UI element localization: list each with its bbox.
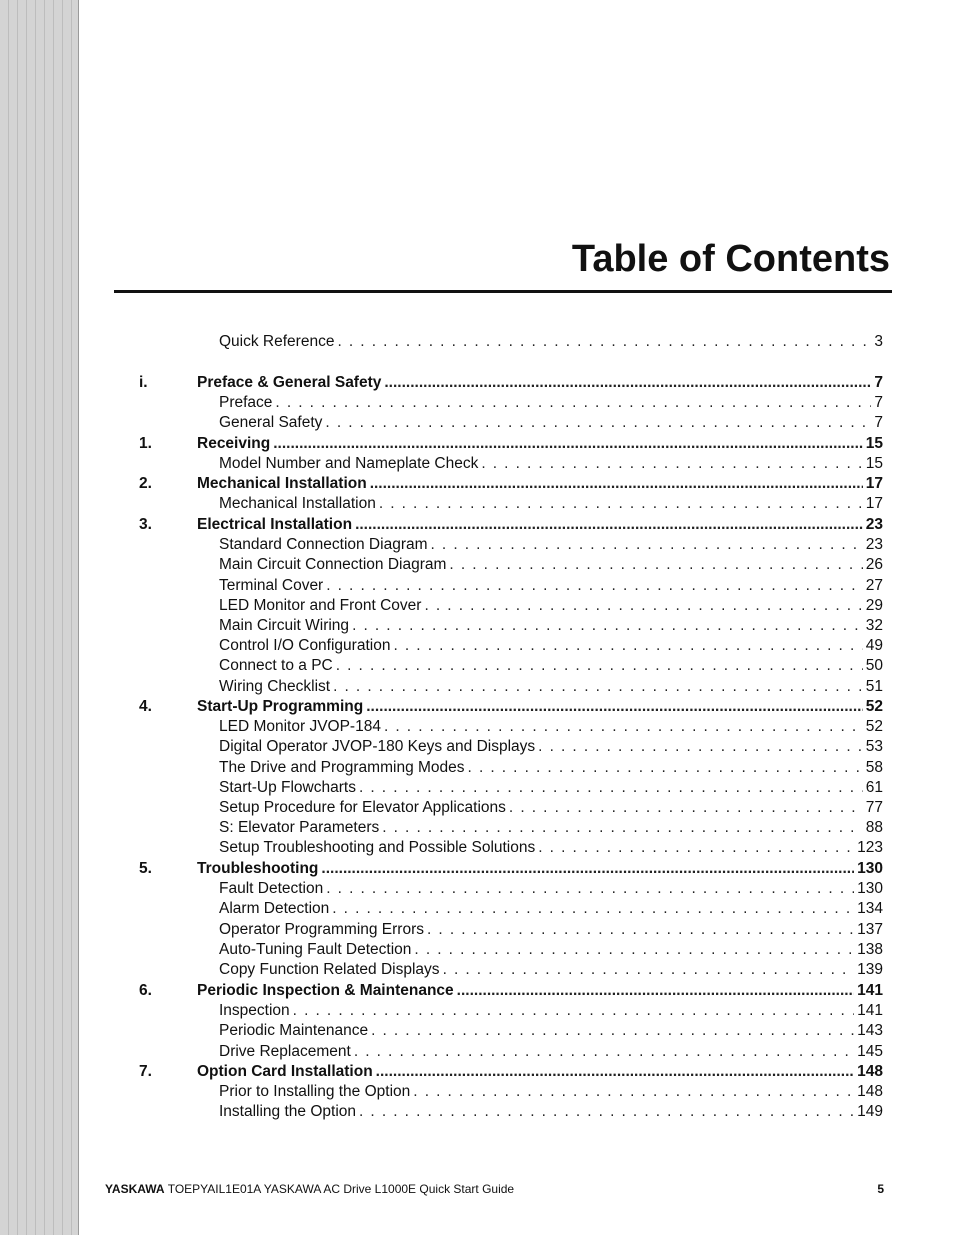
- toc-section-title: Auto-Tuning Fault Detection: [219, 940, 412, 958]
- toc-section-title: Standard Connection Diagram: [219, 536, 428, 554]
- dot-leader: [337, 332, 871, 352]
- toc-page-number: 32: [865, 617, 883, 634]
- toc-chapter-number: i.: [139, 374, 148, 391]
- toc-page-number: 15: [865, 455, 883, 473]
- page-footer: [105, 1182, 884, 1196]
- footer-text: [105, 1182, 514, 1196]
- dot-leader: [325, 413, 871, 433]
- toc-page-number: 130: [857, 860, 883, 877]
- toc-section-title: Operator Programming Errors: [219, 920, 425, 938]
- dot-leader: [359, 1102, 854, 1122]
- toc-chapter-entry[interactable]: [197, 515, 883, 535]
- toc-section-entry[interactable]: [219, 596, 883, 616]
- toc-chapter-title: Preface & General Safety: [197, 374, 382, 391]
- toc-section-title: Setup Troubleshooting and Possible Solutions: [219, 839, 536, 857]
- toc-section-title: Model Number and Nameplate Check: [219, 455, 479, 473]
- dot-leader: [332, 899, 854, 919]
- toc-section-title: Start-Up Flowcharts: [219, 778, 356, 796]
- dot-leader: [457, 981, 854, 1001]
- toc-section-title: Preface: [219, 394, 273, 412]
- toc-section-title: Digital Operator JVOP-180 Keys and Displays: [219, 738, 536, 756]
- dot-leader: [509, 798, 863, 818]
- toc-section-entry[interactable]: [219, 656, 883, 676]
- toc-page-number: 88: [865, 819, 883, 837]
- dot-leader: [384, 373, 871, 393]
- toc-section-entry[interactable]: [219, 778, 883, 798]
- toc-section-title: LED Monitor JVOP-184: [219, 718, 381, 736]
- toc-section-entry[interactable]: [219, 555, 883, 575]
- toc-section-title: The Drive and Programming Modes: [219, 758, 465, 776]
- toc-chapter-title: Mechanical Installation: [197, 475, 367, 492]
- toc-page-number: 139: [857, 961, 883, 978]
- toc-page-number: 61: [865, 778, 883, 796]
- dot-leader: [336, 656, 863, 676]
- toc-section-title: Wiring Checklist: [219, 677, 331, 695]
- footer-guide-title: TOEPYAIL1E01A YASKAWA AC Drive L1000E Quick Start Guide: [167, 1182, 515, 1196]
- dot-leader: [321, 859, 854, 879]
- toc-section-entry[interactable]: [219, 332, 883, 352]
- toc-section-title: Installing the Option: [219, 1103, 357, 1121]
- toc-page-number: 7: [874, 394, 883, 412]
- dot-leader: [376, 1062, 854, 1082]
- toc-page-number: 58: [865, 758, 883, 776]
- toc-section-title: Drive Replacement: [219, 1042, 351, 1060]
- toc-page-number: 7: [874, 414, 883, 432]
- toc-page-number: 141: [857, 1002, 883, 1020]
- toc-section-title: Control I/O Configuration: [219, 637, 391, 655]
- toc-chapter-entry[interactable]: [197, 981, 883, 1001]
- dot-leader: [382, 818, 863, 838]
- toc-page-number: 137: [857, 920, 883, 938]
- toc-page-number: 23: [865, 516, 883, 533]
- toc-page-number: 77: [865, 799, 883, 816]
- dot-leader: [366, 697, 863, 717]
- toc-page-number: 130: [857, 880, 883, 898]
- footer-brand: YASKAWA: [105, 1182, 165, 1196]
- page-title: Table of Contents: [571, 238, 890, 280]
- toc-section-title: Quick Reference: [219, 333, 335, 350]
- toc-chapter-entry[interactable]: [197, 474, 883, 494]
- toc-chapter-title: Electrical Installation: [197, 516, 353, 533]
- dot-leader: [355, 515, 863, 535]
- toc-section-title: S: Elevator Parameters: [219, 819, 380, 837]
- toc-chapter-number: 1.: [139, 435, 152, 452]
- toc-chapter-number: 3.: [139, 516, 152, 533]
- toc-section-entry[interactable]: [219, 393, 883, 413]
- toc-section-title: Mechanical Installation: [219, 495, 376, 513]
- toc-section-title: Inspection: [219, 1002, 290, 1020]
- toc-chapter-number: 7.: [139, 1063, 152, 1080]
- toc-chapter-title: Receiving: [197, 435, 271, 452]
- dot-leader: [273, 434, 863, 454]
- dot-leader: [333, 677, 863, 697]
- dot-leader: [293, 1001, 854, 1021]
- toc-page-number: 145: [857, 1042, 883, 1060]
- toc-page-number: 53: [865, 738, 883, 756]
- toc-page-number: 49: [865, 637, 883, 655]
- toc-section-entry[interactable]: [219, 879, 883, 899]
- toc-chapter-title: Troubleshooting: [197, 860, 319, 877]
- dot-leader: [481, 454, 862, 474]
- toc-section-entry[interactable]: [219, 677, 883, 697]
- toc-chapter-entry[interactable]: [197, 434, 883, 454]
- toc-section-entry[interactable]: [219, 1102, 883, 1122]
- toc-section-entry[interactable]: [219, 494, 883, 514]
- toc-section-entry[interactable]: [219, 818, 883, 838]
- toc-section-entry[interactable]: [219, 616, 883, 636]
- toc-section-entry[interactable]: [219, 1021, 883, 1041]
- toc-chapter-number: 2.: [139, 475, 152, 492]
- toc-page-number: 52: [865, 698, 883, 715]
- dot-leader: [413, 1082, 854, 1102]
- toc-section-title: Terminal Cover: [219, 576, 324, 594]
- toc-page-number: 29: [865, 596, 883, 614]
- toc-section-entry[interactable]: [219, 717, 883, 737]
- toc-page-number: 148: [857, 1063, 883, 1080]
- toc-section-title: Main Circuit Wiring: [219, 617, 350, 634]
- dot-leader: [371, 1021, 854, 1041]
- dot-leader: [468, 758, 863, 778]
- toc-page-number: 123: [857, 839, 883, 857]
- toc-page-number: 23: [865, 536, 883, 554]
- toc-chapter-entry[interactable]: [197, 373, 883, 393]
- dot-leader: [354, 1042, 854, 1062]
- toc-section-entry[interactable]: [219, 798, 883, 818]
- toc-section-entry[interactable]: [219, 737, 883, 757]
- toc-page-number: 26: [865, 556, 883, 574]
- toc-section-entry[interactable]: [219, 535, 883, 555]
- toc-page-number: 148: [857, 1083, 883, 1101]
- toc-section-entry[interactable]: [219, 899, 883, 919]
- dot-leader: [414, 940, 854, 960]
- toc-page-number: 27: [865, 576, 883, 594]
- dot-leader: [379, 494, 863, 514]
- dot-leader: [424, 596, 862, 616]
- toc-section-entry[interactable]: [219, 758, 883, 778]
- dot-leader: [538, 838, 854, 858]
- toc-section-title: Copy Function Related Displays: [219, 961, 440, 978]
- toc-section-title: Main Circuit Connection Diagram: [219, 556, 447, 574]
- toc-page-number: 141: [857, 982, 883, 999]
- toc-section-entry[interactable]: [219, 1001, 883, 1021]
- dot-leader: [359, 778, 863, 798]
- toc-page-number: 138: [857, 940, 883, 958]
- toc-chapter-number: 4.: [139, 698, 152, 715]
- toc-page-number: 17: [865, 495, 883, 513]
- dot-leader: [326, 879, 854, 899]
- toc-page-number: 50: [865, 657, 883, 675]
- dot-leader: [326, 576, 863, 596]
- toc-section-title: Fault Detection: [219, 880, 324, 898]
- dot-leader: [370, 474, 863, 494]
- toc-section-entry[interactable]: [219, 838, 883, 858]
- toc-chapter-title: Start-Up Programming: [197, 698, 364, 715]
- toc-page-number: 7: [874, 374, 883, 391]
- dot-leader: [427, 920, 854, 940]
- toc-section-title: LED Monitor and Front Cover: [219, 596, 422, 614]
- dot-leader: [443, 960, 855, 980]
- toc-section-title: Alarm Detection: [219, 900, 330, 918]
- toc-page-number: 15: [865, 435, 883, 452]
- toc-chapter-entry[interactable]: [197, 859, 883, 879]
- toc-page-number: 51: [865, 677, 883, 695]
- toc-section-entry[interactable]: [219, 1082, 883, 1102]
- toc-chapter-title: Option Card Installation: [197, 1063, 373, 1080]
- dot-leader: [352, 616, 863, 636]
- toc-chapter-title: Periodic Inspection & Maintenance: [197, 982, 454, 999]
- dot-leader: [538, 737, 863, 757]
- toc-section-title: Periodic Maintenance: [219, 1022, 369, 1040]
- toc-section-entry[interactable]: [219, 454, 883, 474]
- toc-section-entry[interactable]: [219, 940, 883, 960]
- toc-section-title: Connect to a PC: [219, 657, 333, 675]
- toc-page-number: 149: [857, 1103, 883, 1121]
- toc-section-entry[interactable]: [219, 960, 883, 980]
- toc-section-entry[interactable]: [219, 413, 883, 433]
- toc-section-title: General Safety: [219, 414, 323, 432]
- toc-section-entry[interactable]: [219, 636, 883, 656]
- toc-chapter-entry[interactable]: [197, 1062, 883, 1082]
- toc-page-number: 3: [874, 333, 883, 350]
- toc-section-entry[interactable]: [219, 1042, 883, 1062]
- footer-page-number: 5: [877, 1182, 884, 1196]
- dot-leader: [275, 393, 871, 413]
- toc-chapter-number: 6.: [139, 982, 152, 999]
- toc-page-number: 17: [865, 475, 883, 492]
- toc-page-number: 52: [865, 718, 883, 736]
- toc-chapter-number: 5.: [139, 860, 152, 877]
- toc-section-entry[interactable]: [219, 576, 883, 596]
- dot-leader: [393, 636, 862, 656]
- toc-chapter-entry[interactable]: [197, 697, 883, 717]
- dot-leader: [431, 535, 863, 555]
- toc-page-number: 143: [857, 1022, 883, 1040]
- toc-section-title: Setup Procedure for Elevator Applications: [219, 799, 506, 816]
- dot-leader: [384, 717, 863, 737]
- dot-leader: [449, 555, 862, 575]
- toc-section-entry[interactable]: [219, 920, 883, 940]
- toc-section-title: Prior to Installing the Option: [219, 1083, 411, 1101]
- toc-page-number: 134: [857, 900, 883, 918]
